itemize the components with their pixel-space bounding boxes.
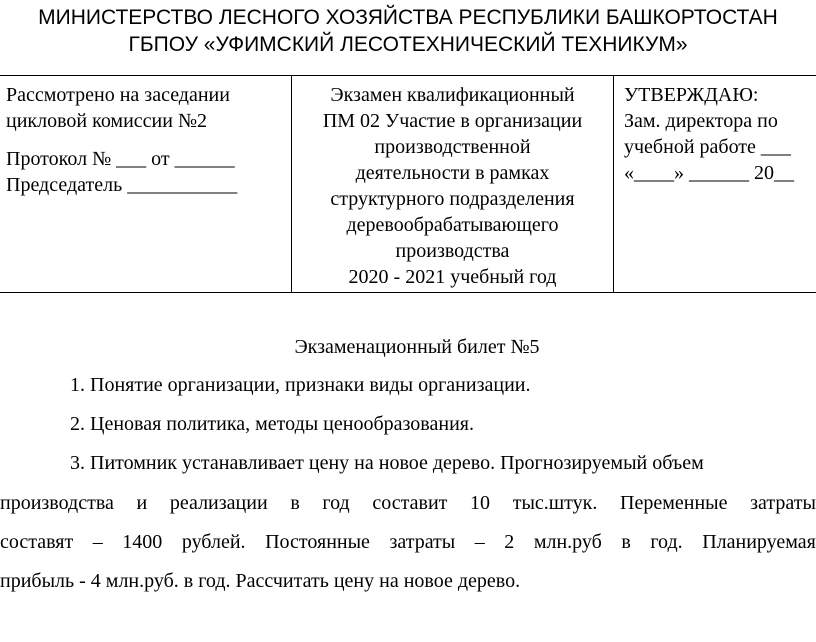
- task-word: млн.руб: [533, 531, 602, 553]
- approval-table: [0, 75, 816, 293]
- question-1: 1. Понятие организации, признаки виды организации.: [70, 374, 531, 396]
- commission-line-1: Рассмотрено на заседании: [6, 84, 230, 106]
- commission-cell: [0, 76, 292, 292]
- exam-line-3: производственной: [374, 136, 531, 158]
- task-word: составят: [0, 531, 74, 553]
- approve-date-line: «____» ______ 20__: [624, 162, 794, 184]
- task-word: и: [136, 492, 148, 514]
- ticket-title: Экзаменационный билет №5: [294, 336, 540, 358]
- exam-line-2: ПМ 02 Участие в организации: [322, 110, 583, 132]
- task-line-3: прибыль - 4 млн.руб. в год. Рассчитать цену на новое дерево.: [0, 570, 521, 592]
- exam-line-1: Экзамен квалификационный: [330, 84, 575, 106]
- question-2: 2. Ценовая политика, методы ценообразования.: [70, 413, 474, 435]
- approve-line-2: Зам. директора по: [624, 110, 778, 132]
- exam-cell: [292, 76, 614, 292]
- task-line-1: [0, 492, 816, 515]
- approve-heading: УТВЕРЖДАЮ:: [624, 84, 759, 106]
- ministry-title: МИНИСТЕРСТВО ЛЕСНОГО ХОЗЯЙСТВА РЕСПУБЛИКИ БАШКОРТОСТАН: [38, 6, 778, 29]
- task-word: Планируемая: [702, 531, 816, 553]
- task-word: в: [290, 492, 300, 514]
- task-word: затраты: [750, 492, 816, 514]
- chairman-line: Председатель ___________: [6, 174, 238, 196]
- approve-cell: [614, 76, 816, 292]
- exam-line-5: структурного подразделения: [330, 188, 575, 210]
- task-word: затраты: [389, 531, 456, 553]
- task-word: рублей.: [181, 531, 246, 553]
- task-word: –: [92, 531, 103, 553]
- task-word: 2: [504, 531, 515, 553]
- task-word: Переменные: [620, 492, 728, 514]
- task-word: год.: [650, 531, 683, 553]
- task-line-2: [0, 531, 816, 554]
- academic-year: 2020 - 2021 учебный год: [348, 266, 557, 288]
- task-word: составит: [372, 492, 448, 514]
- institution-title: ГБПОУ «УФИМСКИЙ ЛЕСОТЕХНИЧЕСКИЙ ТЕХНИКУМ»: [128, 33, 688, 56]
- task-word: –: [474, 531, 485, 553]
- task-word: год: [322, 492, 350, 514]
- task-word: тыс.штук.: [512, 492, 598, 514]
- protocol-line: Протокол № ___ от ______: [6, 148, 235, 170]
- spacer: [6, 134, 291, 146]
- commission-line-2: цикловой комиссии №2: [6, 110, 208, 132]
- task-word: 1400: [122, 531, 163, 553]
- task-word: производства: [0, 492, 114, 514]
- approve-line-3: учебной работе ___: [624, 136, 791, 158]
- exam-line-4: деятельности в рамках: [355, 162, 550, 184]
- exam-line-7: производства: [395, 240, 510, 262]
- exam-line-6: деревообрабатывающего: [346, 214, 559, 236]
- question-3-start: 3. Питомник устанавливает цену на новое дерево. Прогнозируемый объем: [70, 452, 704, 474]
- task-word: реализации: [169, 492, 268, 514]
- task-word: в: [621, 531, 631, 553]
- document-header: [0, 0, 816, 58]
- task-word: Постоянные: [265, 531, 370, 553]
- task-word: 10: [470, 492, 491, 514]
